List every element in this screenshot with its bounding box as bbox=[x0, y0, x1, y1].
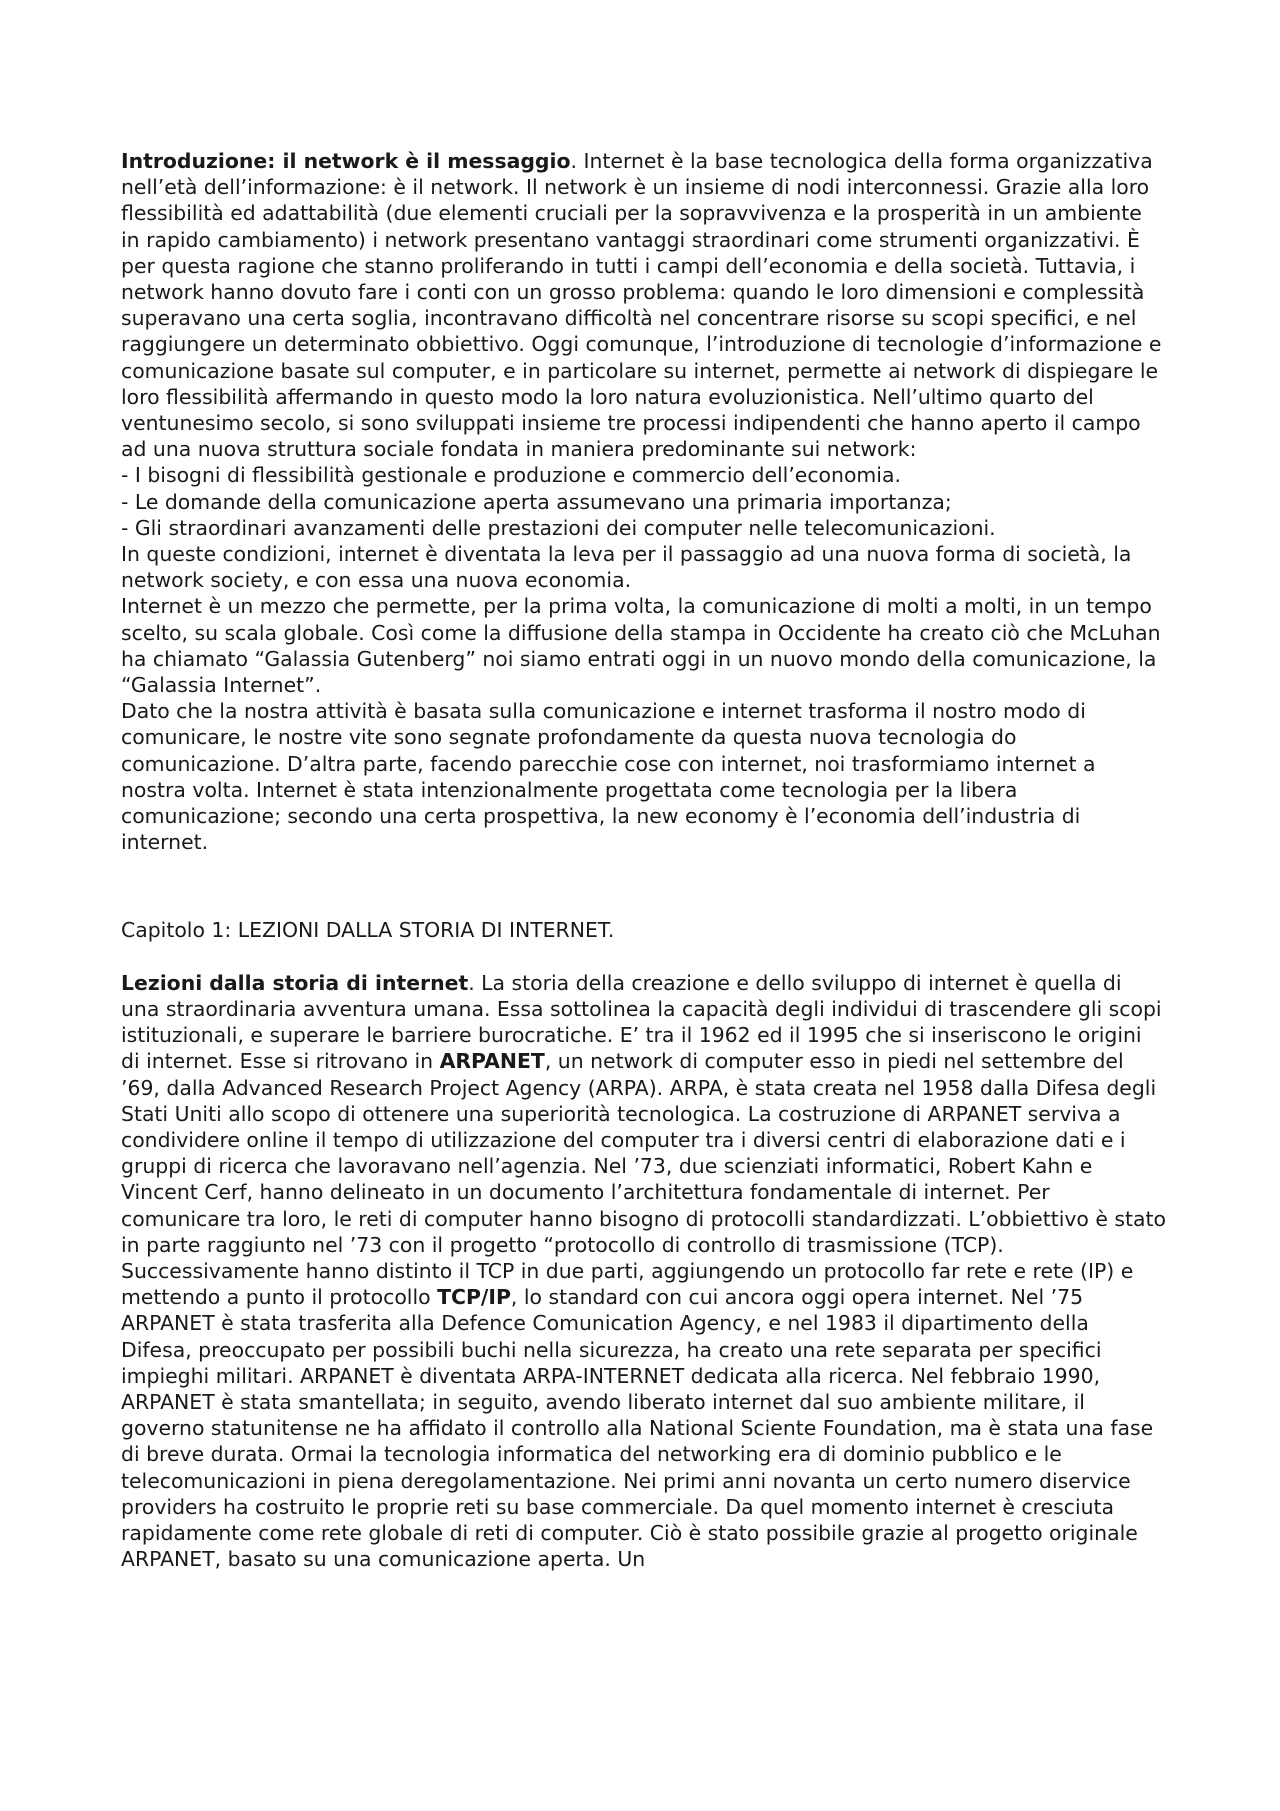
list-item: - I bisogni di flessibilità gestionale e produzione e commercio dell’economia. bbox=[121, 463, 901, 488]
chapter-heading: Lezioni dalla storia di internet bbox=[121, 970, 469, 995]
chapter-text-b: , un network di computer esso in piedi nel settembre del ’69, dalla Advanced Research Project Agency (ARPA). ARPA, è stata creata nel 1958 dalla Difesa degli Stati Uniti allo scopo di ottenere una superiorità tecnologica. La costruzione di ARPANET serviva a condividere online il tempo di utilizzazione del computer tra i diversi centri di elaborazione dati e i gruppi di ricerca che lavoravano nell’agenzia. Nel ’73, due scienziati informatici, Robert Kahn e Vincent Cerf, hanno delineato in un documento l’architettura fondamentale di internet. Per comunicare tra loro, le reti di computer hanno bisogno di protocolli standardizzati. L’obbiettivo è stato in parte raggiunto nel ’73 con il progetto “protocollo di controllo di trasmissione (TCP). Successivamente hanno distinto il TCP in due parti, aggiungendo un protocollo far rete e rete (IP) e mettendo a punto il protocollo bbox=[121, 1049, 1166, 1310]
intro-text: . Internet è la base tecnologica della forma organizzativa nell’età dell’informazione: è il network. Il network è un insieme di nodi interconnessi. Grazie alla loro flessibilità ed adattabilità (due elementi cruciali per la sopravvivenza e la prosperità in un ambiente in rapido cambiamento) i network presentano vantaggi straordinari come strumenti organizzativi. È per questa ragione che stanno proliferando in tutti i campi dell’economia e della società. Tuttavia, i network hanno dovuto fare i conti con un grosso problema: quando le loro dimensioni e complessità superavano una certa soglia, incontravano difficoltà nel concentrare risorse su scopi specifici, e nel raggiungere un determinato obbiettivo. Oggi comunque, l’introduzione di tecnologie d’informazione e comunicazione basate sul computer, e in particolare su internet, permette ai network di dispiegare le loro flessibilità affermando in questo modo la loro natura evoluzionistica. Nell’ultimo quarto del ventunesimo secolo, si sono sviluppati insieme tre processi indipendenti che hanno aperto il campo ad una nuova struttura sociale fondata in maniera predominante sui network: bbox=[121, 149, 1162, 462]
intro-paragraph-4: Dato che la nostra attività è basata sulla comunicazione e internet trasforma il nostro modo di comunicare, le nostre vite sono segnate profondamente da questa nuova tecnologia do comunicazione. D’altra parte, facendo parecchie cose con internet, noi trasformiamo internet a nostra volta. Internet è stata intenzionalmente progettata come tecnologia per la libera comunicazione; secondo una certa prospettiva, la new economy è l’economia dell’industria di internet. bbox=[121, 699, 1096, 855]
intro-heading: Introduzione: il network è il messaggio bbox=[121, 149, 571, 173]
intro-paragraph-3: Internet è un mezzo che permette, per la prima volta, la comunicazione di molti a molti, in un tempo scelto, su scala globale. Così come la diffusione della stampa in Occidente ha creato ciò che McLuhan ha chiamato “Galassia Gutenberg” noi siamo entrati oggi in un nuovo mondo della comunicazione, la “Galassia Internet”. bbox=[121, 594, 1161, 698]
intro-paragraph bbox=[121, 148, 1166, 462]
intro-paragraph-2: In queste condizioni, internet è diventata la leva per il passaggio ad una nuova forma di società, la network society, e con essa una nuova economia. bbox=[121, 542, 1132, 593]
chapter-title: Capitolo 1: LEZIONI DALLA STORIA DI INTERNET. bbox=[121, 918, 615, 943]
chapter-paragraph bbox=[121, 970, 1166, 1573]
document-body bbox=[121, 148, 1166, 1572]
arpanet-term: ARPANET bbox=[439, 1049, 545, 1074]
chapter-text-a: . La storia della creazione e dello sviluppo di internet è quella di una straordinaria avventura umana. Essa sottolinea la capacità degli individui di trascendere gli scopi istituzionali, e superare le barriere burocratiche. E’ tra il 1962 ed il 1995 che si inseriscono le origini di internet. Esse si ritrovano in bbox=[121, 970, 1162, 1074]
list-item: - Gli straordinari avanzamenti delle prestazioni dei computer nelle telecomunicazioni. bbox=[121, 515, 996, 540]
chapter-text-c: , lo standard con cui ancora oggi opera internet. Nel ’75 ARPANET è stata trasferita alla Defence Comunication Agency, e nel 1983 il dipartimento della Difesa, preoccupato per possibili buchi nella sicurezza, ha creato una rete separata per specifici impieghi militari. ARPANET è diventata ARPA-INTERNET dedicata alla ricerca. Nel febbraio 1990, ARPANET è stata smantellata; in seguito, avendo liberato internet dal suo ambiente militare, il governo statunitense ne ha affidato il controllo alla National Sciente Foundation, ma è stata una fase di breve durata. Ormai la tecnologia informatica del networking era di dominio pubblico e le telecomunicazioni in piena deregolamentazione. Nei primi anni novanta un certo numero diservice providers ha costruito le proprie reti su base commerciale. Da quel momento internet è cresciuta rapidamente come rete globale di reti di computer. Ciò è stato possibile grazie al progetto originale ARPANET, basato su una comunicazione aperta. Un bbox=[121, 1285, 1154, 1572]
tcpip-term: TCP/IP bbox=[437, 1285, 511, 1310]
list-item: - Le domande della comunicazione aperta assumevano una primaria importanza; bbox=[121, 489, 952, 514]
